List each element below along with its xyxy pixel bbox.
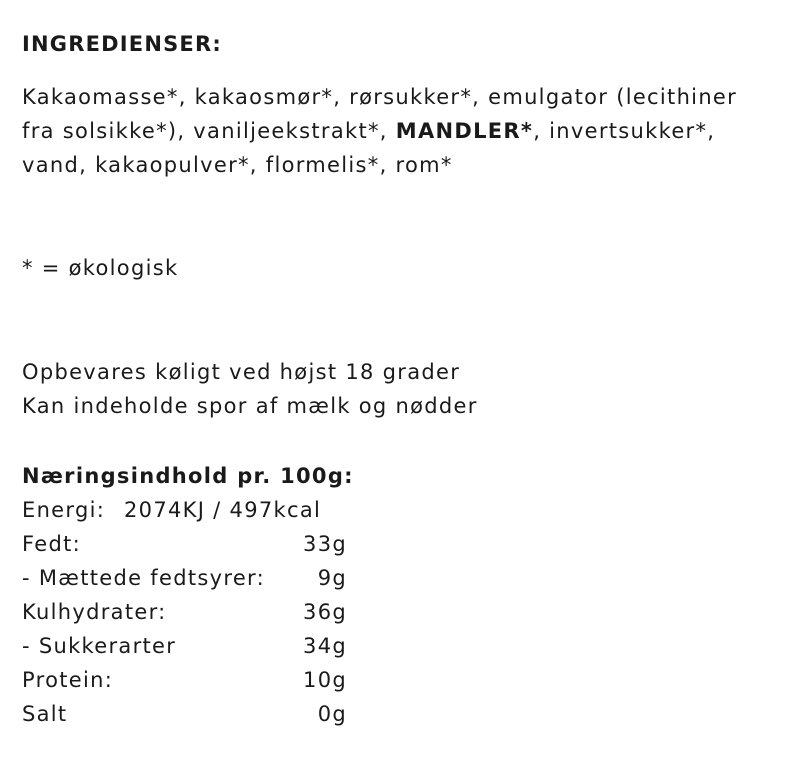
ingredients-line-3: vand, kakaopulver*, flormelis*, rom* [22,153,453,177]
nutrition-row-sugars [22,629,792,663]
ingredients-heading: INGREDIENSER: [22,32,222,56]
nutrition-row-energy [22,493,792,527]
nutrition-label-energy: Energi: [22,498,106,522]
nutrition-label-protein: Protein: [22,668,114,692]
nutrition-row-salt [22,697,792,731]
nutrition-value-carbohydrates: 36g [303,600,347,624]
ingredients-line-2 [22,114,792,148]
organic-legend: * = økologisk [22,256,179,280]
nutrition-row-saturated-fat [22,561,792,595]
nutrition-value-salt: 0g [317,702,347,726]
ingredients-line-1: Kakaomasse*, kakaosmør*, rørsukker*, emulgator (lecithiner [22,85,738,109]
allergen-almonds: MANDLER* [395,119,534,143]
nutrition-value-energy: 2074KJ / 497kcal [124,498,322,522]
nutrition-row-fat [22,527,792,561]
nutrition-value-sugars: 34g [303,634,347,658]
nutrition-row-protein [22,663,792,697]
nutrition-label-fat: Fedt: [22,532,81,556]
nutrition-value-saturated-fat: 9g [317,566,347,590]
nutrition-title: Næringsindhold pr. 100g: [22,464,354,488]
ingredients-list [22,80,792,182]
nutrition-label-sugars: - Sukkerarter [22,634,177,658]
nutrition-table [22,459,792,731]
nutrition-row-carbohydrates [22,595,792,629]
storage-info [22,355,792,423]
ingredients-line-2-start: fra solsikke*), vaniljeekstrakt*, [22,119,396,143]
nutrition-label-saturated-fat: - Mættede fedtsyrer: [22,566,265,590]
nutrition-label-salt: Salt [22,702,68,726]
nutrition-label-carbohydrates: Kulhydrater: [22,600,167,624]
nutrition-value-fat: 33g [303,532,347,556]
nutrition-value-protein: 10g [303,668,347,692]
ingredients-line-2-end: , invertsukker*, [533,119,716,143]
allergen-trace-warning: Kan indeholde spor af mælk og nødder [22,394,478,418]
storage-temperature-text: Opbevares køligt ved højst 18 grader [22,360,461,384]
